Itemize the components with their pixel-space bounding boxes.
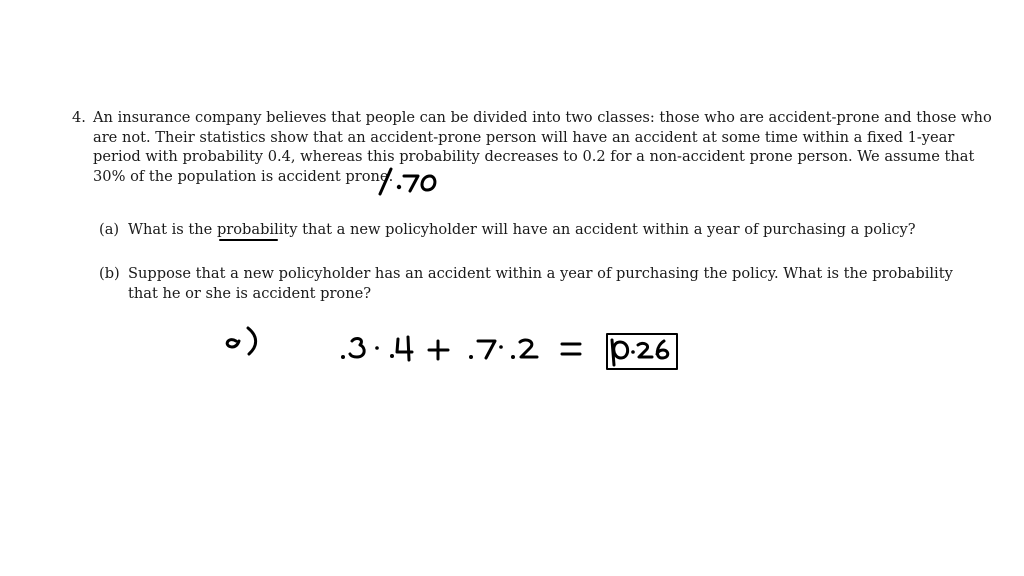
part-b-line: Suppose that a new policyholder has an accident within a year of purchasing the policy. What is the probability [128,265,953,282]
part-a-line: What is the probability that a new policyholder will have an accident within a year of purchasing a policy? [128,221,916,238]
part-b-line: that he or she is accident prone? [128,284,372,302]
problem-4 [72,108,992,186]
part-b-question [128,264,953,303]
problem-statement [93,108,992,186]
problem-line: are not. Their statistics show that an accident-prone person will have an accident at some time within a fixed 1-year [93,128,955,146]
ink-answer-label [227,328,255,354]
problem-number: 4. [72,109,86,126]
part-b [99,264,953,303]
part-a-question [128,220,924,240]
problem-line: An insurance company believes that people can be divided into two classes: those who are accident-prone and those who [93,109,992,126]
ink-boxed-answer [607,334,677,369]
ink-equation [341,337,580,360]
part-b-label: (b) [99,265,120,282]
problem-line: period with probability 0.4, whereas this probability decreases to 0.2 for a non-accident prone person. We assume that [93,148,975,165]
problem-line: 30% of the population is accident prone. [93,167,394,185]
part-a-label: (a) [99,221,120,238]
part-a [99,220,924,240]
